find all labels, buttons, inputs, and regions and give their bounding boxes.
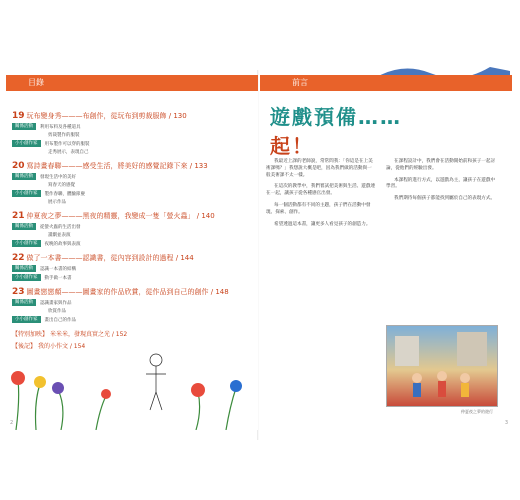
toc-tag-label: 小小創作家 bbox=[12, 274, 41, 281]
left-page bbox=[6, 75, 258, 430]
toc-tag-text: 用布製作可以穿的服裝 bbox=[44, 141, 90, 147]
toc-tag-text: 製作春聯，體驗節慶 bbox=[44, 191, 85, 197]
toc-tag-text: 展示作品 bbox=[48, 200, 66, 205]
toc-tag-label: 關係活動 bbox=[12, 223, 36, 230]
toc-entry[interactable]: 22 做了一本書———認識書，從內容到設計的過程 / 144 關係活動 認識一本書的結構 小小創作家 動手做一本書 bbox=[12, 253, 252, 281]
toc-entry-page: 140 bbox=[201, 212, 215, 220]
toc-tag-text: 走秀展示，表現自己 bbox=[48, 150, 89, 155]
photo-caption: 仲夏夜之夢的遊行 bbox=[461, 409, 493, 414]
page-number-right: 3 bbox=[504, 420, 508, 426]
toc-tag-text: 發現生活中的美好 bbox=[40, 174, 76, 180]
toc-tag-label: 小小創作家 bbox=[12, 190, 41, 197]
preface-paragraph: 我最近上課的老師說，常常問我：「你這是在上美術課嗎？」我想說大概是吧，因為我們做的活動與一般美術課不太一樣。 bbox=[266, 159, 373, 178]
toc-entry-number: 21 bbox=[12, 211, 25, 221]
toc-extra-page: 152 bbox=[115, 331, 128, 338]
toc-entry-number: 23 bbox=[12, 287, 25, 297]
toc-entry-title: 玩布變身秀 bbox=[26, 112, 62, 120]
toc-entry[interactable]: 23 圖畫戀戀顏———圖畫家的作品欣賞，從作品到自己的創作 / 148 關係活動 認識畫家與作品 欣賞作品 小小創作家 畫出自己的作品 bbox=[12, 287, 252, 323]
toc-tag-text: 畫出自己的作品 bbox=[44, 317, 76, 323]
toc-tag-text: 認識一本書的結構 bbox=[40, 266, 76, 272]
toc-entry[interactable]: 21 仲夏夜之夢———黑夜的精靈，我變成一隻「螢火蟲」 / 140 關係活動 從螢火蟲的生活出發 讀劇並表演 小小創作家 夜晚的故事與表演 bbox=[12, 211, 252, 247]
preface-paragraph: 每一個活動都有不同的主題，孩子們在活動中發現、探索、創作。 bbox=[266, 202, 371, 215]
preface-title bbox=[270, 101, 430, 158]
preface-paragraph: 希望透過這本書，讓更多人看見孩子的創造力。 bbox=[274, 221, 371, 227]
toc-tag-row bbox=[12, 199, 252, 205]
preface-column-1 bbox=[266, 159, 376, 233]
toc-extra-item[interactable]: 【後記】 我的小作文 / 154 bbox=[12, 343, 86, 350]
toc-entry-page: 130 bbox=[173, 112, 187, 120]
toc-tag-text: 讀劇並表演 bbox=[48, 233, 71, 238]
right-page bbox=[260, 75, 512, 430]
toc-entry-title: 做了一本書 bbox=[26, 254, 62, 262]
toc-tag-text: 從螢火蟲的生活出發 bbox=[40, 224, 81, 230]
page-number-left: 2 bbox=[10, 420, 14, 426]
toc-tag-text: 動手做一本書 bbox=[44, 275, 72, 281]
toc-entry-number: 20 bbox=[12, 161, 25, 171]
toc-tag-label: 小小創作家 bbox=[12, 316, 41, 323]
toc-tag-row bbox=[12, 265, 252, 272]
toc-tag-text: 利用布料及各種道具 bbox=[40, 124, 81, 130]
toc-entry-subtitle: 布創作，從玩布到剪裁服飾 bbox=[82, 112, 167, 120]
toc-extra-label: 【後記】 bbox=[12, 343, 37, 350]
toc-tag-row bbox=[12, 123, 252, 130]
toc-entry-number: 22 bbox=[12, 253, 25, 263]
toc-tag-row bbox=[12, 232, 252, 238]
toc-entry-title: 圖畫戀戀顏 bbox=[26, 288, 62, 296]
preface-title-accent: 起！ bbox=[270, 134, 314, 158]
toc-tag-label: 關係活動 bbox=[12, 173, 36, 180]
toc-entry[interactable]: 19 玩布變身秀———布創作，從玩布到剪裁服飾 / 130 關係活動 利用布料及各種道具 剪裁製作的服裝 小小創作家 用布製作可以穿的服裝 走秀展示，表現自己 bbox=[12, 111, 252, 155]
toc-entry-subtitle: 黑夜的精靈，我變成一隻「螢火蟲」 bbox=[82, 212, 195, 220]
parade-photo bbox=[386, 325, 498, 414]
toc-entry-subtitle: 認識書，從內容到設計的過程 bbox=[82, 254, 174, 262]
toc-tag-text: 夜晚的故事與表演 bbox=[44, 241, 81, 247]
toc-header bbox=[6, 75, 258, 91]
toc-tag-label: 小小創作家 bbox=[12, 240, 41, 247]
toc-entry-title: 仲夏夜之夢 bbox=[26, 212, 62, 220]
toc-extra-page: 154 bbox=[73, 343, 86, 350]
toc-tag-text: 寫春天的感覺 bbox=[48, 183, 75, 188]
preface-paragraph: 在課程設計中，我們會在活動開始前和孩子一起討論，從他們的經驗出發。 bbox=[386, 159, 496, 171]
toc-tag-row bbox=[12, 223, 252, 230]
toc-entry-page: 144 bbox=[180, 254, 194, 262]
toc-tag-text: 剪裁製作的服裝 bbox=[48, 133, 80, 138]
toc-entry-subtitle: 圖畫家的作品欣賞，從作品到自己的創作 bbox=[82, 288, 209, 296]
toc-extra-text: 米米米，發現真實之光 bbox=[49, 331, 110, 338]
toc-tag-label: 關係活動 bbox=[12, 265, 36, 272]
toc-entry[interactable]: 20 寫詩畫春聯———感受生活，將美好的感覺記錄下來 / 133 關係活動 發現生活中的美好 寫春天的感覺 小小創作家 製作春聯，體驗節慶 展示作品 bbox=[12, 161, 252, 205]
toc-tag-label: 關係活動 bbox=[12, 123, 36, 130]
toc-tag-text: 欣賞作品 bbox=[48, 309, 66, 314]
toc-list bbox=[12, 111, 252, 353]
toc-extra-label: 【特別加映】 bbox=[12, 331, 49, 338]
preface-header bbox=[260, 75, 512, 91]
toc-tag-row bbox=[12, 308, 252, 314]
toc-tag-row bbox=[12, 274, 252, 281]
preface-paragraph: 在這次的教學中，我們嘗試把美術與生活、遊戲連在一起，讓孩子從各種感官出發。 bbox=[266, 184, 376, 197]
toc-extra-text: 我的小作文 bbox=[37, 343, 68, 350]
toc-entry-subtitle: 感受生活，將美好的感覺記錄下來 bbox=[82, 162, 188, 170]
toc-header-label: 目錄 bbox=[28, 78, 44, 87]
toc-tag-row bbox=[12, 140, 252, 147]
toc-tag-row bbox=[12, 240, 252, 247]
toc-entry-page: 148 bbox=[215, 288, 229, 296]
flower-illustration bbox=[6, 340, 258, 430]
preface-header-label: 前言 bbox=[292, 78, 308, 87]
toc-tag-row bbox=[12, 190, 252, 197]
toc-entry-number: 19 bbox=[12, 111, 25, 121]
toc-tag-row bbox=[12, 182, 252, 188]
toc-entry-title: 寫詩畫春聯 bbox=[26, 162, 62, 170]
toc-tag-row bbox=[12, 132, 252, 138]
toc-extra-item[interactable]: 【特別加映】 米米米，發現真實之光 / 152 bbox=[12, 331, 128, 338]
toc-tag-row bbox=[12, 173, 252, 180]
preface-column-2 bbox=[386, 159, 496, 208]
photo-placeholder-image bbox=[387, 326, 497, 406]
toc-tag-label: 小小創作家 bbox=[12, 140, 41, 147]
toc-tag-row bbox=[12, 316, 252, 323]
preface-paragraph: 我們期待每個孩子都能找到屬於自己的表現方式。 bbox=[394, 196, 496, 202]
preface-paragraph: 本課程的進行方式，以遊戲為主，讓孩子在遊戲中學習。 bbox=[386, 177, 496, 190]
toc-tag-row bbox=[12, 299, 252, 306]
toc-tag-text: 認識畫家與作品 bbox=[40, 300, 72, 306]
toc-entry-page: 133 bbox=[194, 162, 208, 170]
toc-tag-label: 關係活動 bbox=[12, 299, 36, 306]
preface-title-main: 遊戲預備…… bbox=[270, 105, 402, 129]
toc-tag-row bbox=[12, 149, 252, 155]
